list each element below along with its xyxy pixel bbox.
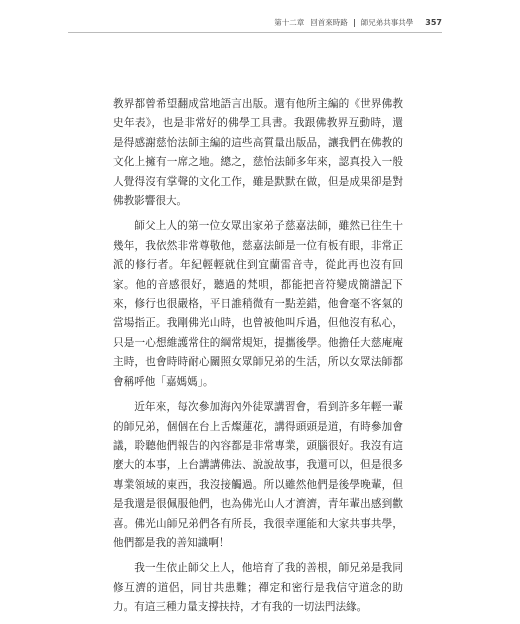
chapter-label: 第十二章 <box>274 18 305 27</box>
text-line: 上台講講佛法、說說故事，我還可以，但是很多專業領域的東西， <box>113 459 404 491</box>
text-line: 兄弟的生活，所以女眾法師都會稱呼他「嘉媽媽」。 <box>113 356 404 388</box>
text-line: 教界都曾希望翻成當地語言出版。還有他所主編的《世界佛教史年 <box>113 98 403 130</box>
running-header <box>274 17 442 28</box>
text-line: 席之地。總之，慈怡法師多年來，認真投入一般人覺得沒有掌聲的 <box>113 156 404 188</box>
text-line: 我沒接觸過。所以雖然他們是後學晚輩，但是我還是很佩服他們， <box>113 478 404 511</box>
header-rule <box>68 32 442 33</box>
text-line: 近年來，每次參加海內外徒眾講習會，看到許多年輕一輩的師 <box>113 401 403 433</box>
text-line: 時，也曾被他叫斥過，但他沒有私心，只是一心想維護常住的綱常 <box>113 317 404 349</box>
body-paragraph <box>113 217 403 392</box>
text-line: 慈怡法師主編的這些高質量出版品，讓我們在佛教的文化上擁有一 <box>113 136 404 169</box>
page-body <box>113 95 403 624</box>
text-line: 他們報告的內容都是非常專業，頭腦很好。我沒有這麼大的本事， <box>113 439 404 472</box>
text-line: 兄弟，個個在台上舌燦蓮花，講得頭頭是道，有時參加會議，聆聽 <box>113 420 404 452</box>
running-title: 師兄弟共事共學 <box>360 18 414 27</box>
text-line: 平日誰稍微有一點差錯，他會毫不客氣的當場指正。我剛佛光山 <box>113 298 403 330</box>
body-paragraph <box>113 95 403 211</box>
text-line: 種力量支撐扶持，才有我的一切法門法緣。 <box>165 601 368 614</box>
text-line: 濟的道侶，同甘共患難；禪定和密行是我信守道念的助力。有這三 <box>113 581 404 614</box>
body-paragraph <box>113 398 403 553</box>
text-line: 長，我很幸運能和大家共事共學，他們都是我的善知識啊！ <box>113 517 404 549</box>
page-number: 357 <box>425 18 442 27</box>
text-line: 也為佛光山人才濟濟，青年輩出感到歡喜。佛光山師兄弟們各有所 <box>113 498 404 530</box>
text-line: 規矩，提攜後學。他擔任大慈庵庵主時，也會時時耐心關照女眾師 <box>113 336 404 369</box>
text-line: 很好，聽過的梵唄，都能把音符變成簡譜記下來，修行也很嚴格， <box>113 278 404 311</box>
text-line: 文化工作，雖是默默在做，但是成果卻是對佛教影響很大。 <box>113 175 404 208</box>
section-label: 回首來時路 <box>310 18 348 27</box>
header-divider <box>354 19 355 27</box>
body-paragraph <box>113 559 403 617</box>
text-line: 行者。年紀輕輕就住到宜蘭雷音寺，從此再也沒有回家。他的音感 <box>113 259 404 291</box>
text-line: 表》，也是非常好的佛學工具書。我跟佛教界互動時，還是得感謝 <box>113 117 404 149</box>
text-line: 師父上人的第一位女眾出家弟子慈嘉法師，雖然已往生十幾 <box>113 220 403 252</box>
text-line: 我一生依止師父上人，他培育了我的善根，師兄弟是我同修互 <box>113 562 403 594</box>
text-line: 年，我依然非常尊敬他，慈嘉法師是一位有板有眼，非常正派的修 <box>113 239 404 272</box>
